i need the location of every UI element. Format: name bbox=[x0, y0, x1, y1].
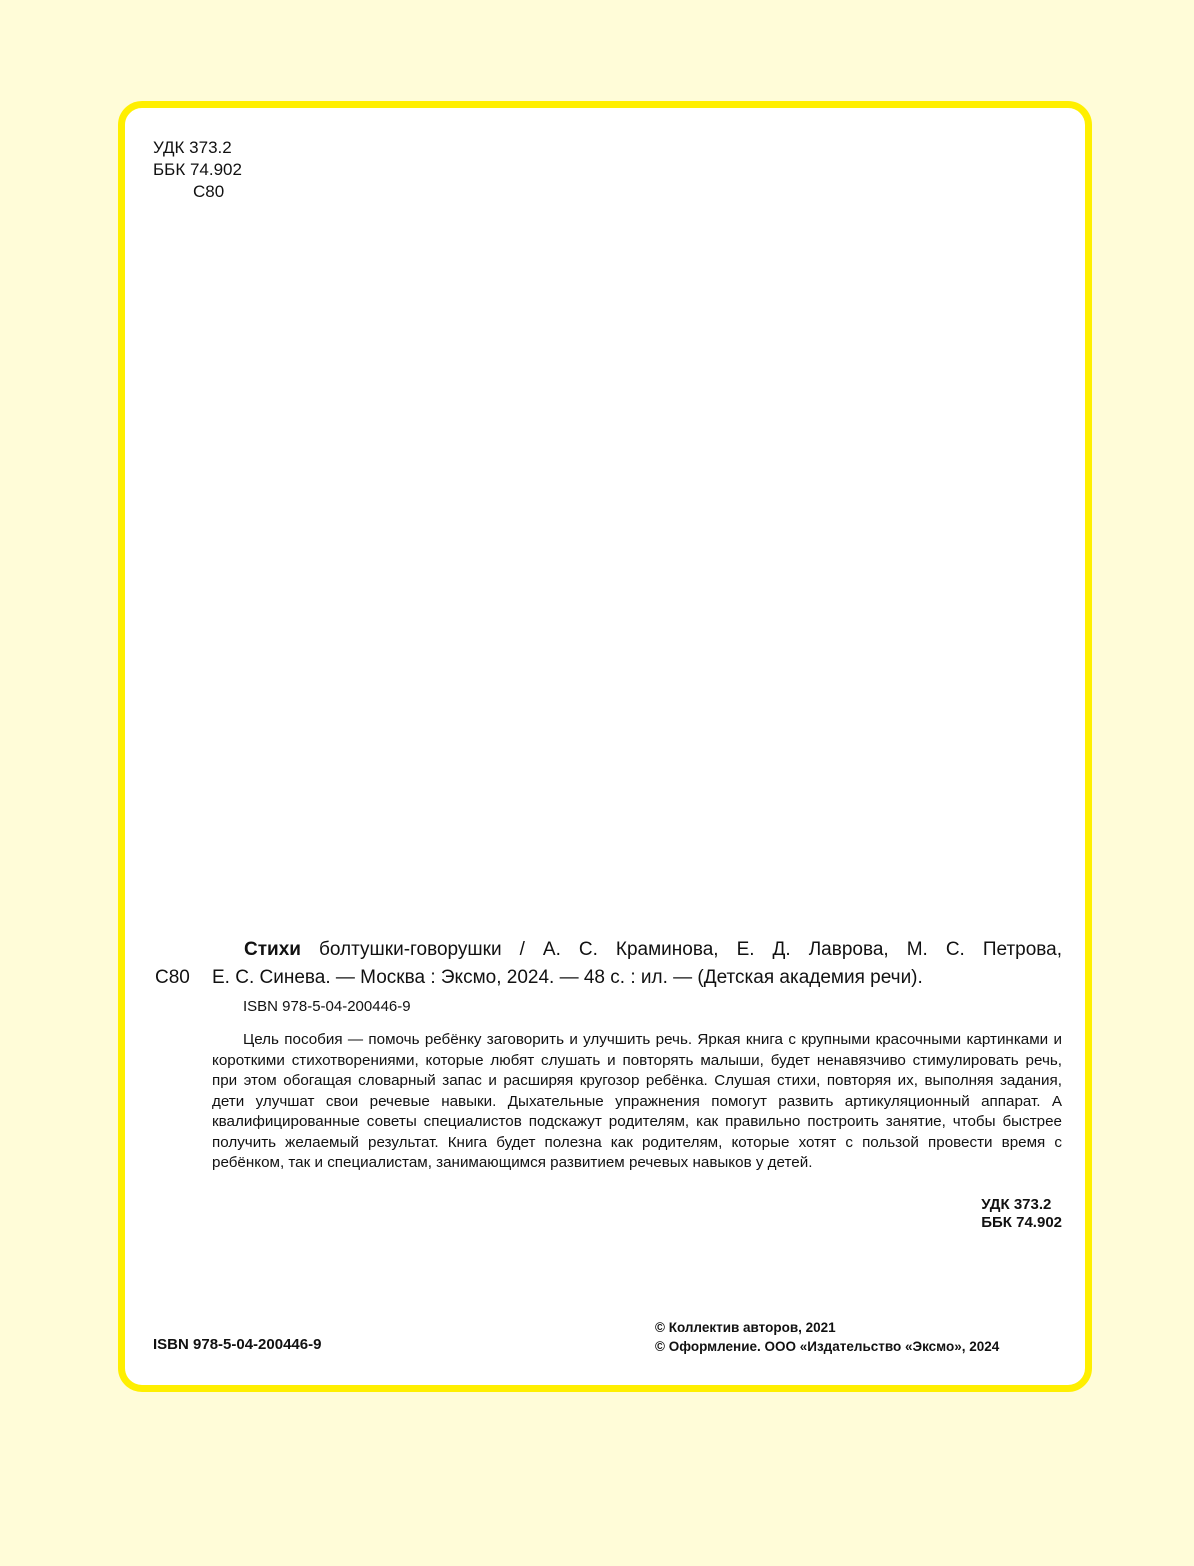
entry-line-1 bbox=[212, 936, 1062, 964]
author-mark-entry: С80 bbox=[155, 967, 190, 988]
page-card bbox=[118, 101, 1092, 1392]
copyright-block bbox=[655, 1318, 999, 1356]
entry-line-2: Е. С. Синева. — Москва : Эксмо, 2024. — 48 с. : ил. — (Детская академия речи). bbox=[212, 967, 923, 988]
author-mark-top: С80 bbox=[193, 182, 225, 201]
entry-title: Стихи bbox=[244, 939, 301, 960]
bbk-code: ББК 74.902 bbox=[153, 160, 242, 179]
entry-line-1-rest: болтушки-говорушки / А. С. Краминова, Е. Д. Лаврова, М. С. Петрова, bbox=[319, 939, 1063, 960]
udk-code-bottom: УДК 373.2 bbox=[981, 1196, 1052, 1213]
footer-isbn: ISBN 978-5-04-200446-9 bbox=[153, 1336, 322, 1353]
copyright-authors: © Коллектив авторов, 2021 bbox=[655, 1320, 836, 1335]
annotation-text: Цель пособия — помочь ребёнку заговорить и улучшить речь. Яркая книга с крупными красочными картинками и короткими стихотворениями, которые любят слушать и повторять малыши, будет ненавязчиво стимулировать речь, при этом обогащая словарный запас и расширяя кругозор ребёнка. Слушая стихи, повторяя их, выполняя задания, дети улучшат свои речевые навыки. Дыхательные упражнения помогут развить артикуляционный аппарат. А квалифицированные советы специалистов подскажут родителям, как правильно построить занятие, чтобы быстрее получить желаемый результат. Книга будет полезна как родителям, которые хотят с пользой провести время с ребёнком, так и специалистам, занимающимся развитием речевых навыков у детей. bbox=[212, 1031, 1062, 1171]
bbk-code-bottom: ББК 74.902 bbox=[981, 1214, 1062, 1231]
bibliographic-entry bbox=[212, 936, 1062, 992]
classification-header bbox=[153, 137, 242, 203]
copyright-design: © Оформление. ООО «Издательство «Эксмо», 2024 bbox=[655, 1339, 1000, 1354]
udk-code: УДК 373.2 bbox=[153, 138, 232, 157]
entry-isbn: ISBN 978-5-04-200446-9 bbox=[243, 998, 411, 1015]
annotation bbox=[212, 1030, 1062, 1174]
classification-footer bbox=[981, 1196, 1062, 1232]
